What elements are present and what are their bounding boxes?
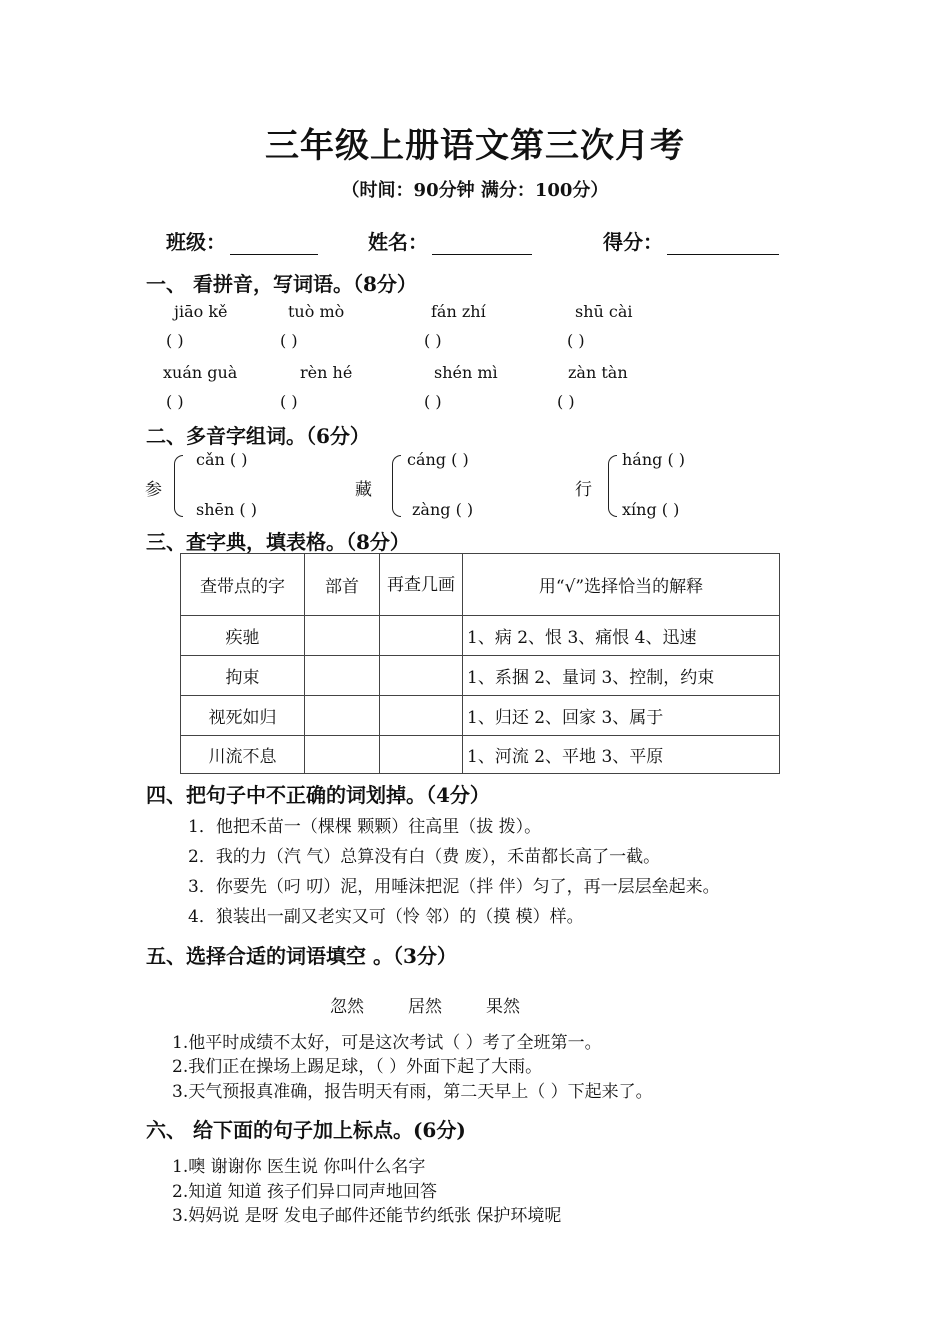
score-blank[interactable] bbox=[667, 232, 779, 255]
table-header: 用“√”选择恰当的解释 bbox=[463, 554, 780, 616]
polyphone-reading: shēn ( ) bbox=[196, 500, 257, 519]
section-2-heading: 二、多音字组词。（6分） bbox=[146, 424, 370, 448]
table-cell-explanation: 1、系捆 2、量词 3、控制，约束 bbox=[463, 656, 780, 696]
table-cell-explanation: 1、病 2、恨 3、痛恨 4、迅速 bbox=[463, 616, 780, 656]
list-item: 2.我们正在操场上踢足球，（ ）外面下起了大雨。 bbox=[172, 1057, 543, 1077]
list-item: 3.妈妈说 是呀 发电子邮件还能节约纸张 保护环境呢 bbox=[172, 1206, 562, 1226]
name-blank[interactable] bbox=[432, 232, 532, 255]
table-cell-strokes[interactable] bbox=[380, 656, 463, 696]
answer-blank[interactable]: ( ) bbox=[166, 392, 184, 411]
page-title: 三年级上册语文第三次月考 bbox=[265, 126, 685, 166]
table-cell-word: 视死如归 bbox=[181, 696, 305, 736]
list-item: 2.知道 知道 孩子们异口同声地回答 bbox=[172, 1182, 438, 1202]
brace-icon bbox=[392, 455, 401, 517]
table-header-row bbox=[181, 554, 780, 616]
polyphone-reading: cáng ( ) bbox=[407, 450, 469, 469]
answer-blank[interactable]: ( ) bbox=[424, 392, 442, 411]
list-item: 3．你要先（叼 叨）泥，用唾沫把泥（拌 伴）匀了，再一层层垒起来。 bbox=[188, 877, 720, 897]
table-row bbox=[181, 696, 780, 736]
class-field bbox=[166, 226, 318, 255]
table-row bbox=[181, 736, 780, 774]
section-4-heading: 四、把句子中不正确的词划掉。（4分） bbox=[146, 783, 490, 807]
word-option: 居然 bbox=[408, 997, 442, 1017]
table-header: 查带点的字 bbox=[181, 554, 305, 616]
pinyin-item: zàn tàn bbox=[568, 363, 628, 382]
pinyin-item: rèn hé bbox=[300, 363, 353, 382]
dictionary-table bbox=[180, 553, 780, 774]
table-cell-strokes[interactable] bbox=[380, 696, 463, 736]
table-row bbox=[181, 656, 780, 696]
class-blank[interactable] bbox=[230, 232, 318, 255]
exam-time-score: （时间：90分钟 满分：100分） bbox=[341, 180, 609, 201]
list-item: 1.他平时成绩不太好，可是这次考试（ ）考了全班第一。 bbox=[172, 1033, 602, 1053]
name-field bbox=[368, 226, 532, 255]
list-item: 2．我的力（汽 气）总算没有白（费 废），禾苗都长高了一截。 bbox=[188, 847, 661, 867]
polyphone-reading: háng ( ) bbox=[622, 450, 686, 469]
table-header: 部首 bbox=[305, 554, 380, 616]
polyphone-char: 藏 bbox=[355, 480, 372, 500]
pinyin-item: xuán guà bbox=[163, 363, 238, 382]
word-option: 忽然 bbox=[330, 997, 364, 1017]
name-label: 姓名： bbox=[368, 230, 428, 254]
class-label: 班级： bbox=[166, 230, 226, 254]
table-cell-radical[interactable] bbox=[305, 616, 380, 656]
table-cell-radical[interactable] bbox=[305, 656, 380, 696]
list-item: 4．狼装出一副又老实又可（怜 邻）的（摸 模）样。 bbox=[188, 907, 584, 927]
table-row bbox=[181, 616, 780, 656]
table-cell-explanation: 1、归还 2、回家 3、属于 bbox=[463, 696, 780, 736]
table-cell-strokes[interactable] bbox=[380, 736, 463, 774]
section-1-heading: 一、 看拼音，写词语。（8分） bbox=[146, 272, 417, 296]
answer-blank[interactable]: ( ) bbox=[557, 392, 575, 411]
list-item: 3.天气预报真准确，报告明天有雨，第二天早上（ ）下起来了。 bbox=[172, 1082, 653, 1102]
answer-blank[interactable]: ( ) bbox=[280, 392, 298, 411]
pinyin-item: shén mì bbox=[434, 363, 498, 382]
section-6-heading: 六、 给下面的句子加上标点。(6分) bbox=[146, 1118, 466, 1142]
brace-icon bbox=[608, 455, 617, 517]
list-item: 1.噢 谢谢你 医生说 你叫什么名字 bbox=[172, 1157, 426, 1177]
polyphone-reading: cǎn ( ) bbox=[196, 450, 248, 469]
table-cell-radical[interactable] bbox=[305, 736, 380, 774]
table-cell-strokes[interactable] bbox=[380, 616, 463, 656]
answer-blank[interactable]: ( ) bbox=[567, 331, 585, 350]
pinyin-item: fán zhí bbox=[431, 302, 486, 321]
polyphone-reading: xíng ( ) bbox=[622, 500, 680, 519]
table-cell-word: 川流不息 bbox=[181, 736, 305, 774]
table-cell-radical[interactable] bbox=[305, 696, 380, 736]
list-item: 1．他把禾苗一（棵棵 颗颗）往高里（拔 拨）。 bbox=[188, 817, 542, 837]
table-cell-word: 拘束 bbox=[181, 656, 305, 696]
answer-blank[interactable]: ( ) bbox=[166, 331, 184, 350]
word-options bbox=[330, 992, 564, 1017]
pinyin-item: shū cài bbox=[575, 302, 633, 321]
polyphone-reading: zàng ( ) bbox=[412, 500, 474, 519]
answer-blank[interactable]: ( ) bbox=[280, 331, 298, 350]
polyphone-char: 参 bbox=[145, 480, 162, 500]
brace-icon bbox=[174, 455, 183, 517]
table-cell-explanation: 1、河流 2、平地 3、平原 bbox=[463, 736, 780, 774]
section-3-heading: 三、查字典，填表格。（8分） bbox=[146, 530, 410, 554]
table-cell-word: 疾驰 bbox=[181, 616, 305, 656]
answer-blank[interactable]: ( ) bbox=[424, 331, 442, 350]
word-option: 果然 bbox=[486, 997, 520, 1017]
pinyin-item: tuò mò bbox=[288, 302, 345, 321]
score-field bbox=[603, 226, 779, 255]
polyphone-char: 行 bbox=[575, 480, 592, 500]
section-5-heading: 五、选择合适的词语填空 。（3分） bbox=[146, 944, 457, 968]
score-label: 得分： bbox=[603, 230, 663, 254]
pinyin-item: jiāo kě bbox=[174, 302, 228, 321]
table-header: 再查几画 bbox=[380, 554, 463, 616]
